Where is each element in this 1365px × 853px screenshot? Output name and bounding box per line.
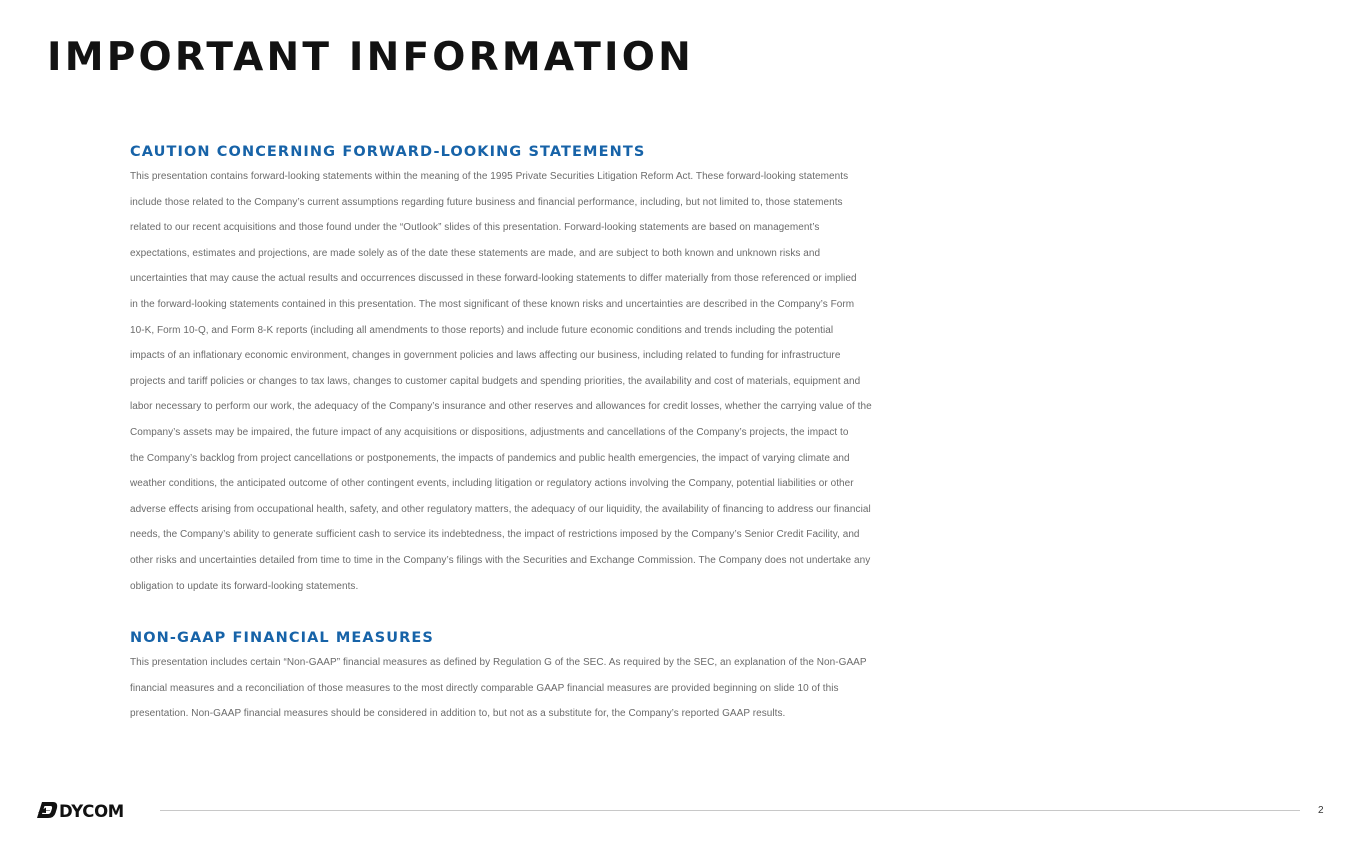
- paragraph-line: include those related to the Company’s current assumptions regarding future business and financial performance, including, but not limited to, those statements: [130, 196, 843, 208]
- paragraph-line: needs, the Company’s ability to generate sufficient cash to service its indebtedness, the impact of restrictions imposed by the Company’s Senior Credit Facility, and: [130, 529, 860, 541]
- forward-looking-paragraph: [130, 162, 1240, 599]
- paragraph-line: uncertainties that may cause the actual results and occurrences discussed in these forward-looking statements to differ materially from those referenced or implied: [130, 273, 857, 285]
- paragraph-line: weather conditions, the anticipated outcome of other contingent events, including litigation or regulatory actions involving the Company, potential liabilities or other: [130, 478, 854, 490]
- paragraph-line: labor necessary to perform our work, the adequacy of the Company’s insurance and other reserves and allowances for credit losses, whether the carrying value of the: [130, 401, 872, 413]
- page-title: IMPORTANT INFORMATION: [47, 35, 694, 80]
- paragraph-line: financial measures and a reconciliation of those measures to the most directly comparable GAAP financial measures are provided beginning on slide 10 of this: [130, 682, 839, 694]
- paragraph-line: the Company’s backlog from project cancellations or postponements, the impacts of pandemics and public health emergencies, the impact of varying climate and: [130, 452, 850, 464]
- paragraph-line: other risks and uncertainties detailed from time to time in the Company’s filings with the Securities and Exchange Commission. The Company does not undertake any: [130, 554, 871, 566]
- paragraph-line: This presentation includes certain “Non-GAAP” financial measures as defined by Regulation G of the SEC. As required by the SEC, an explanation of the Non-GAAP: [130, 657, 867, 668]
- paragraph-line: impacts of an inflationary economic environment, changes in government policies and laws affecting our business, including related to funding for infrastructure: [130, 350, 841, 362]
- paragraph-line: related to our recent acquisitions and those found under the “Outlook” slides of this presentation. Forward-looking statements are based on management’s: [130, 222, 820, 234]
- forward-looking-section: [130, 143, 1240, 599]
- forward-looking-heading: CAUTION CONCERNING FORWARD-LOOKING STATEMENTS: [130, 144, 646, 160]
- paragraph-line: projects and tariff policies or changes to tax laws, changes to customer capital budgets and spending priorities, the availability and cost of materials, equipment and: [130, 375, 861, 387]
- paragraph-line: adverse effects arising from occupational health, safety, and other regulatory matters, the adequacy of our liquidity, the availability of financing to address our financial: [130, 503, 871, 515]
- dycom-mark-icon: [37, 802, 57, 818]
- paragraph-line: This presentation contains forward-looking statements within the meaning of the 1995 Private Securities Litigation Reform Act. These forward-looking statements: [130, 171, 849, 182]
- paragraph-line: obligation to update its forward-looking statements.: [130, 580, 359, 592]
- footer-divider: [160, 810, 1300, 811]
- non-gaap-section: [130, 629, 1240, 727]
- page-number: 2: [1318, 805, 1324, 816]
- dycom-logo: [36, 800, 146, 820]
- non-gaap-paragraph: [130, 648, 1240, 727]
- logo-wordmark: DYCOM: [59, 802, 124, 820]
- paragraph-line: in the forward-looking statements contained in this presentation. The most significant of these known risks and uncertainties are described in the Company’s Form: [130, 298, 855, 310]
- paragraph-line: presentation. Non-GAAP financial measures should be considered in addition to, but not as a substitute for, the Company’s reported GAAP results.: [130, 708, 786, 720]
- paragraph-line: 10-K, Form 10-Q, and Form 8-K reports (including all amendments to those reports) and include future economic conditions and trends including the potential: [130, 324, 834, 336]
- non-gaap-heading: NON-GAAP FINANCIAL MEASURES: [130, 630, 434, 646]
- paragraph-line: Company’s assets may be impaired, the future impact of any acquisitions or dispositions, adjustments and cancellations of the Company’s projects, the impact to: [130, 426, 849, 438]
- paragraph-line: expectations, estimates and projections, are made solely as of the date these statements are made, and are subject to both known and unknown risks and: [130, 247, 821, 259]
